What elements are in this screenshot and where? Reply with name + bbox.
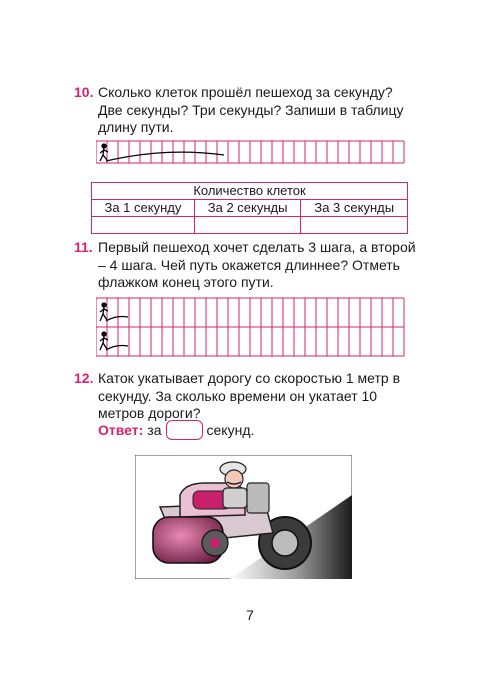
task-11 [76,239,416,292]
task-text: Каток укатывает дорогу со скоростью 1 метр в секунду. За сколько времени он укатает 10 метров дороги? [98,370,401,421]
walker-2-step-arc [106,346,128,351]
answer-input-box[interactable] [166,420,203,440]
answer-suffix: секунд. [206,422,255,438]
task-number: 10. [74,84,94,100]
task-number: 12. [74,370,94,386]
table-cell-2[interactable] [194,217,301,234]
table-header: Количество клеток [92,183,408,200]
page-number: 7 [246,607,254,623]
table-column-3: За 3 секунды [301,200,408,217]
task-text: Первый пешеход хочет сделать 3 шага, а второй – 4 шага. Чей путь окажется длиннее? Отметь флажком конец этого пути. [98,239,416,290]
grid-strip-task10 [96,139,406,167]
table-cell-1[interactable] [92,217,195,234]
grid-strip-task11 [96,297,406,359]
task-12 [76,370,416,423]
answer-label: Ответ: [98,422,144,438]
results-table [91,182,408,234]
task-number: 11. [74,239,93,255]
walker-1-step-arc [106,317,128,322]
task-10 [76,84,416,137]
road-roller-illustration [135,455,352,579]
answer-prefix: за [147,422,162,438]
table-column-1: За 1 секунду [92,200,195,217]
table-column-2: За 2 секунды [194,200,301,217]
task-text: Сколько клеток прошёл пешеход за секунду? Две секунды? Три секунды? Запиши в таблицу длину пути. [98,84,404,135]
answer-line [98,420,254,440]
table-cell-3[interactable] [301,217,408,234]
